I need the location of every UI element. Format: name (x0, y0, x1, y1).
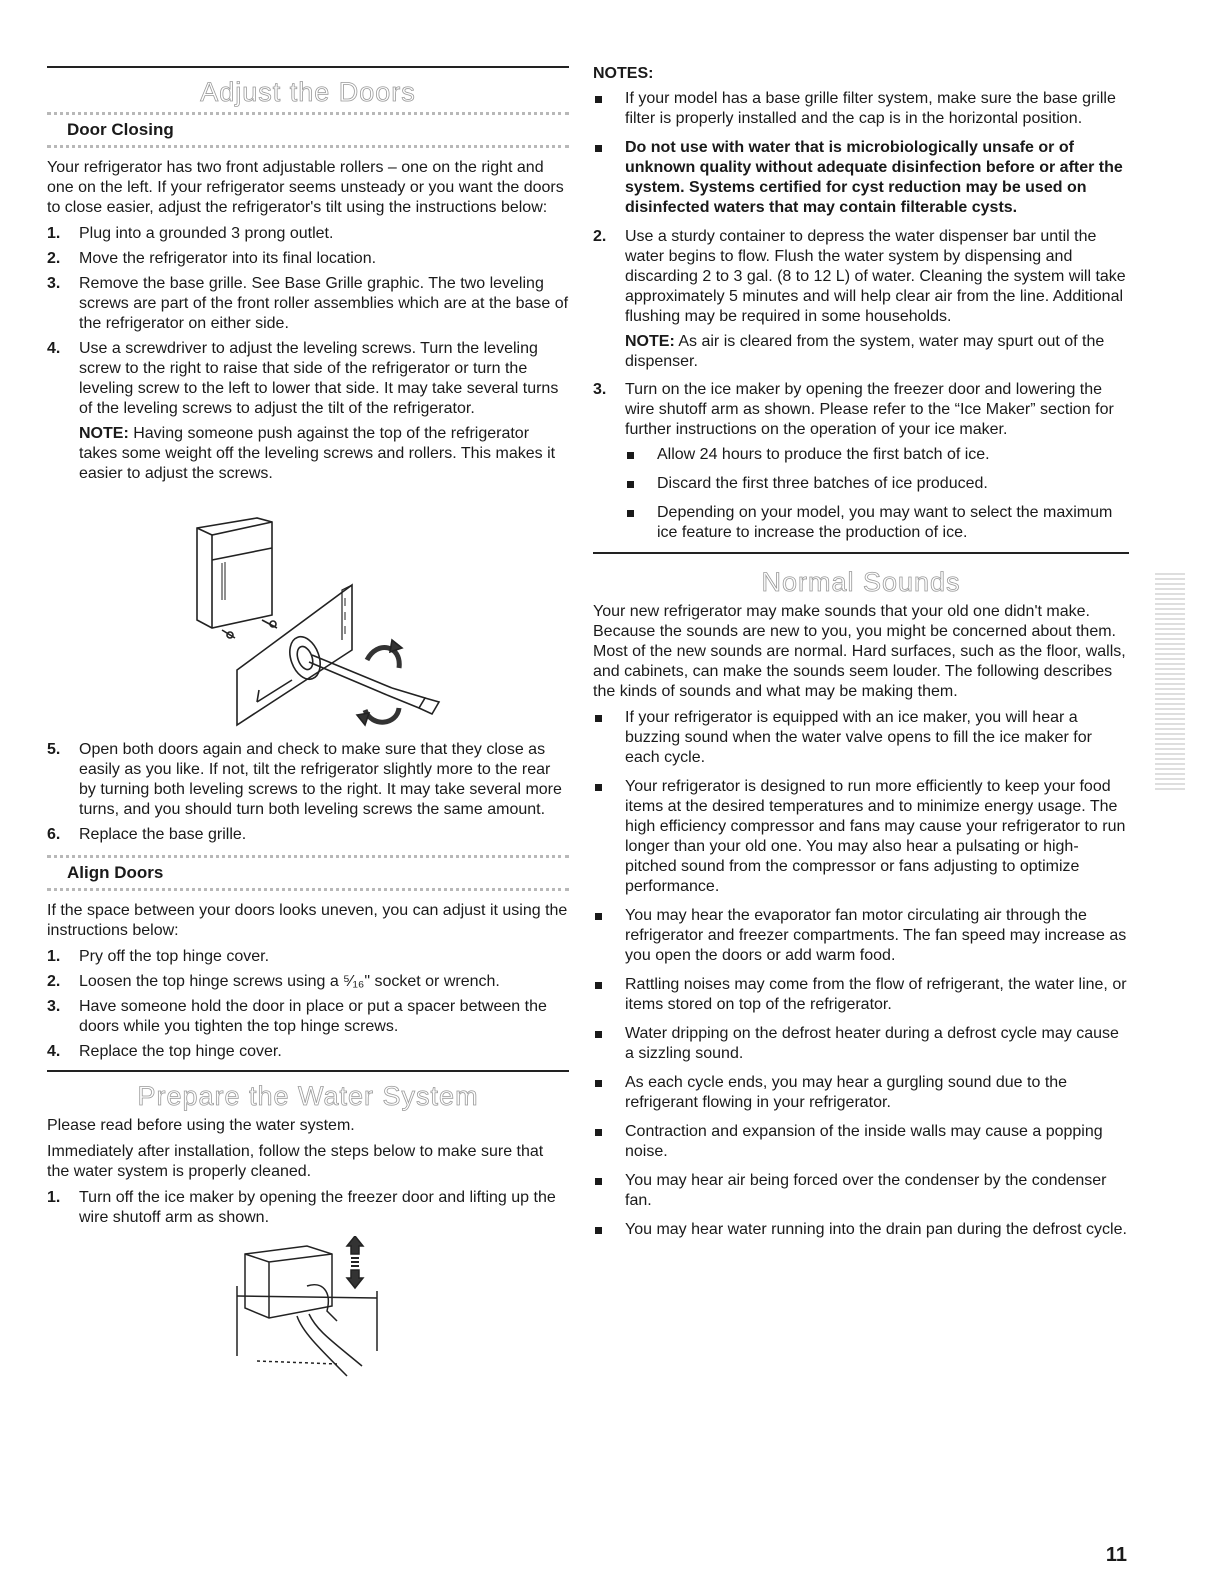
tip-item: Discard the first three batches of ice produced. (625, 474, 1129, 494)
step-item: 3. Have someone hold the door in place or put a spacer between the doors while you tighten the top hinge screws. (47, 998, 547, 1035)
bullet-square-icon (627, 510, 634, 517)
step-item: 1. Plug into a grounded 3 prong outlet. (47, 225, 334, 242)
step-item: 5. Open both doors again and check to make sure that they close as easily as you like. If not, tilt the refrigerator slightly more to the rear by turning both leveling screws to the right. It may take several more turns, and you should turn both leveling screws the same amount. (47, 741, 562, 818)
bullet-square-icon (595, 1031, 602, 1038)
sounds-list (593, 708, 1129, 1240)
step-item: 3. Turn on the ice maker by opening the freezer door and lowering the wire shutoff arm as shown. Please refer to the “Ice Maker” section for further instructions on the operation of your ice maker. (593, 381, 1114, 438)
notes-list (593, 89, 1129, 218)
step-item: 4. Use a screwdriver to adjust the leveling screws. Turn the leveling screw to the right to raise that side of the refrigerator or turn the leveling screw to the left to lower that side. It may take several turns of the leveling screws to adjust the tilt of the refrigerator. (47, 340, 559, 417)
ice-maker-illustration (47, 1236, 569, 1386)
section-rule (593, 552, 1129, 554)
subhead-door-closing: Door Closing (67, 120, 174, 139)
bullet-square-icon (595, 1129, 602, 1136)
bullet-square-icon (595, 145, 602, 152)
section-title-adjust-doors: Adjust the Doors (200, 77, 416, 107)
right-column (593, 0, 1129, 1249)
page-edge-tab (1155, 570, 1185, 790)
bullet-square-icon (627, 452, 634, 459)
section-rule (47, 66, 569, 68)
step-item: 4. Replace the top hinge cover. (47, 1043, 282, 1060)
sound-item: Contraction and expansion of the inside walls may cause a popping noise. (593, 1122, 1129, 1162)
section-rule (47, 1070, 569, 1072)
water-steps (593, 227, 1129, 327)
dotted-rule (47, 145, 569, 148)
door-closing-intro: Your refrigerator has two front adjustable rollers – one on the right and one on the left. If your refrigerator seems unsteady or you want the doors to close easier, adjust the refrigerator's tilt using the instructions below: (47, 159, 564, 216)
align-doors-intro: If the space between your doors looks uneven, you can adjust it using the instructions below: (47, 902, 568, 939)
note-item-warning: Do not use with water that is microbiologically unsafe or of unknown quality without adequate disinfection before or after the system. Systems certified for cyst reduction may be used on disinfected waters that may contain filterable cysts. (593, 138, 1129, 218)
bullet-square-icon (595, 1080, 602, 1087)
refrigerator-roller-graphic (47, 490, 569, 740)
page-number: 11 (1105, 1544, 1127, 1566)
normal-sounds-intro: Your new refrigerator may make sounds that your old one didn't make. Because the sounds are new to you, you might be concerned about them. Most of the new sounds are normal. Hard surfaces, such as the floor, walls, and cabinets, can make the sounds seem louder. The following describes the kinds of sounds and what may be making them. (593, 603, 1126, 700)
left-column (47, 0, 569, 1386)
sound-item: You may hear the evaporator fan motor circulating air through the refrigerator and freezer compartments. The fan speed may increase as you open the doors or add warm food. (593, 906, 1129, 966)
step-item: 6. Replace the base grille. (47, 826, 247, 843)
bullet-square-icon (595, 982, 602, 989)
prepare-water-para2: Immediately after installation, follow the steps below to make sure that the water system is properly cleaned. (47, 1143, 544, 1180)
align-doors-steps (47, 947, 569, 1062)
step-item: 3. Remove the base grille. See Base Grille graphic. The two leveling screws are part of the front roller assemblies which are at the base of the refrigerator on either side. (47, 275, 569, 332)
section-title-normal-sounds: Normal Sounds (761, 567, 961, 597)
tip-item: Depending on your model, you may want to select the maximum ice feature to increase the production of ice. (625, 503, 1129, 543)
bullet-square-icon (595, 784, 602, 791)
bullet-square-icon (595, 913, 602, 920)
step-item: 2. Move the refrigerator into its final location. (47, 250, 377, 267)
sound-item: Rattling noises may come from the flow of refrigerant, the water line, or items stored on top of the refrigerator. (593, 975, 1129, 1015)
step-item: 1. Pry off the top hinge cover. (47, 948, 270, 965)
notes-heading: NOTES: (593, 65, 654, 82)
tip-item: Allow 24 hours to produce the first batch of ice. (625, 445, 1129, 465)
sound-item: As each cycle ends, you may hear a gurgling sound due to the refrigerant flowing in your refrigerator. (593, 1073, 1129, 1113)
section-title-prepare-water: Prepare the Water System (137, 1081, 479, 1111)
prepare-water-para1: Please read before using the water system. (47, 1117, 355, 1134)
ice-tips-list (593, 445, 1129, 543)
sound-item: Water dripping on the defrost heater during a defrost cycle may cause a sizzling sound. (593, 1024, 1129, 1064)
bullet-square-icon (595, 1227, 602, 1234)
water-steps-continued (593, 380, 1129, 440)
door-closing-steps-continued (47, 740, 569, 845)
water-note: NOTE: As air is cleared from the system, water may spurt out of the dispenser. (625, 333, 1105, 370)
leveling-screw-illustration (47, 490, 569, 740)
bullet-square-icon (595, 96, 602, 103)
door-closing-steps (47, 224, 569, 419)
bullet-square-icon (595, 715, 602, 722)
sound-item: You may hear air being forced over the condenser by the condenser fan. (593, 1171, 1129, 1211)
door-closing-note: NOTE: Having someone push against the top of the refrigerator takes some weight off the leveling screws and rollers. This makes it easier to adjust the screws. (79, 425, 556, 482)
sound-item: Your refrigerator is designed to run more efficiently to keep your food items at the desired temperatures and to minimize energy usage. The high efficiency compressor and fans may cause your refrigerator to run longer than your old one. You may also hear a pulsating or high-pitched sound from the compressor or fans adjusting to optimize performance. (593, 777, 1129, 897)
sound-item: You may hear water running into the drain pan during the defrost cycle. (593, 1220, 1129, 1240)
sound-item: If your refrigerator is equipped with an ice maker, you will hear a buzzing sound when the water valve opens to fill the ice maker for each cycle. (593, 708, 1129, 768)
step-item: 2. Use a sturdy container to depress the water dispenser bar until the water begins to flow. Flush the water system by dispensing and discarding 2 to 3 gal. (8 to 12 L) of water. Cleaning the system will take approximately 5 minutes and will help clear air from the line. Additional flushing may be required in some households. (593, 228, 1126, 325)
prepare-water-steps (47, 1188, 569, 1228)
bullet-square-icon (627, 481, 634, 488)
step-item: 1. Turn off the ice maker by opening the freezer door and lifting up the wire shutoff arm as shown. (47, 1189, 556, 1226)
note-item: If your model has a base grille filter system, make sure the base grille filter is properly installed and the cap is in the horizontal position. (593, 89, 1129, 129)
step-item: 2. Loosen the top hinge screws using a ⁵⁄₁₆" socket or wrench. (47, 973, 500, 990)
bullet-square-icon (595, 1178, 602, 1185)
ice-maker-shutoff-graphic (47, 1236, 569, 1386)
subhead-align-doors: Align Doors (67, 863, 164, 882)
dotted-rule (47, 888, 569, 891)
